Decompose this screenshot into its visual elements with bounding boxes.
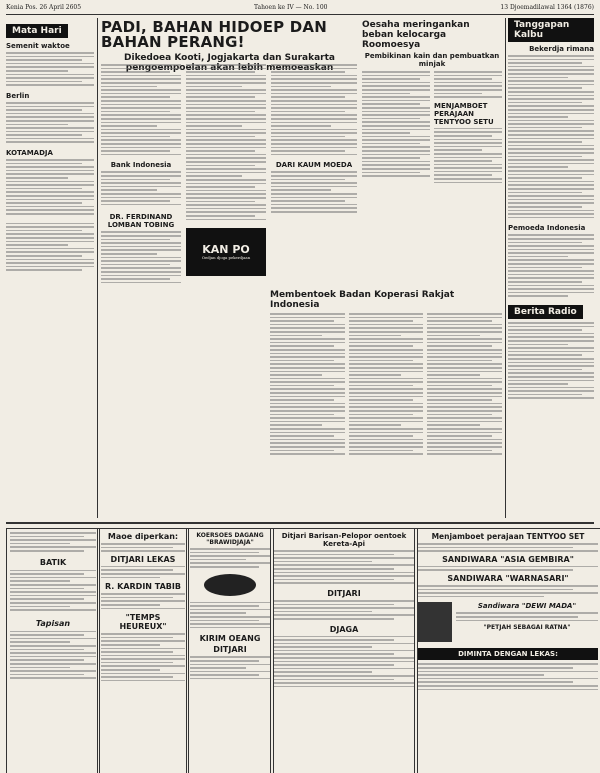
article-title-youth: DARI KAUM MOEDA: [275, 161, 353, 170]
article-roomoesya-sub: Pembikinan kain dan pembuatkan minjak: [364, 52, 500, 68]
left-text-block-3: [6, 159, 94, 215]
article-roomoesya-title: Oesaha meringankan beban kelocarga Roomoesya: [362, 20, 470, 50]
masthead-center: Tahoen ke IV — No. 100: [253, 4, 328, 11]
ad-asia-gembira: SANDIWARA "ASIA GEMBIRA": [442, 554, 574, 564]
right-box-header-2: Berita Radio: [508, 305, 583, 319]
main-article-col-2: [186, 64, 266, 276]
masthead-right: 13 Djoemadilawal 1364 (1876): [500, 4, 594, 11]
kanpo-box: [186, 228, 266, 276]
ad-kirim-sub: DITJARI: [213, 645, 247, 655]
ad-tentyoo: [414, 528, 600, 773]
ad-kardin-title: R. KARDIN TABIB: [105, 582, 181, 592]
ad-product-image: [204, 574, 256, 596]
main-article-col-1: [101, 64, 181, 283]
ad-batik-title: BATIK: [39, 557, 67, 567]
ad-maoe-title: Maoe diperkan:: [107, 532, 179, 541]
right-subheading-1: Bekerdja rimana: [529, 45, 594, 53]
left-subheading-2: Berlin: [6, 91, 30, 100]
right-box-header: Tanggapan Kalbu: [508, 18, 594, 42]
ad-barisan-sub: DITJARI: [327, 588, 361, 598]
article-tentyoo-title: MENJAMBOET PERAJAAN TENTYOO SETU: [434, 101, 494, 126]
ad-dewi-mada-title: Sandiwara "DEWI MADA": [477, 602, 577, 611]
article-roomoesya: [362, 20, 502, 183]
column-rule: [97, 18, 98, 518]
ad-warnasari: SANDIWARA "WARNASARI": [447, 573, 569, 583]
right-column: [508, 18, 594, 399]
ad-brawidjaja: [186, 528, 274, 773]
kanpo-title: KAN PO: [202, 243, 250, 257]
left-text-block-1: [6, 52, 94, 86]
ad-tentyoo-title: Menjamboet perajaan TENTYOO SET: [431, 532, 585, 541]
ad-ratna-title: "PETJAH SEBAGAI RATNA": [483, 624, 571, 632]
left-text-block-4: [6, 223, 94, 271]
ad-portrait-image: [418, 602, 452, 642]
masthead-left: Kenia Pos. 26 April 2605: [6, 4, 82, 11]
left-subheading-3: KOTAMADJA: [6, 149, 53, 158]
article-koperasi-title: Membentoek Badan Koperasi Rakjat Indonesia: [270, 290, 455, 310]
kanpo-subtitle: Oedjan djoga pekerdjaan: [201, 255, 251, 261]
article-koperasi: [270, 290, 502, 455]
ad-diminta-title: DIMINTA DENGAN LEKAS:: [418, 648, 598, 660]
masthead: [6, 4, 594, 15]
right-subheading-2: Pemoeda Indonesia: [508, 224, 586, 233]
ad-barisan-pelopor: [270, 528, 418, 773]
main-deck: Dikedoea Kooti, Jogjakarta dan Surakarta: [124, 53, 335, 63]
left-box-header: Mata Hari: [6, 24, 68, 38]
ad-maoe-diperkan: [97, 528, 189, 773]
ad-kirim-title: KIRIM OEANG: [199, 634, 261, 644]
ad-tapisan-title: Tapisan: [35, 618, 71, 628]
article-title-tobing: DR. FERDINAND LOMBAN TOBING: [107, 213, 175, 230]
ad-barisan-title: Ditjari Barisan-Pelopor oentoek Kereta-Api: [281, 532, 407, 548]
ad-ditjari-lekas: DITJARI LEKAS: [110, 554, 176, 564]
ads-divider: [6, 522, 594, 524]
ad-temps-title: "TEMPS HEUREUX": [119, 613, 167, 632]
left-column: [6, 18, 94, 271]
article-title-bank: Bank Indonesia: [110, 161, 172, 170]
left-text-block-2: [6, 102, 94, 143]
column-rule-right: [505, 18, 506, 518]
ad-brawidjaja-title: KOERSOES DAGANG "BRAWIDJAJA": [196, 532, 264, 546]
main-article-col-3: [271, 64, 357, 213]
main-headline: PADI, BAHAN HIDOEP DAN BAHAN PERANG!: [101, 18, 327, 51]
ad-left: [6, 528, 100, 773]
ad-djaga-title: DJAGA: [329, 624, 359, 634]
left-subheading-1: Semenit waktoe: [6, 42, 70, 50]
